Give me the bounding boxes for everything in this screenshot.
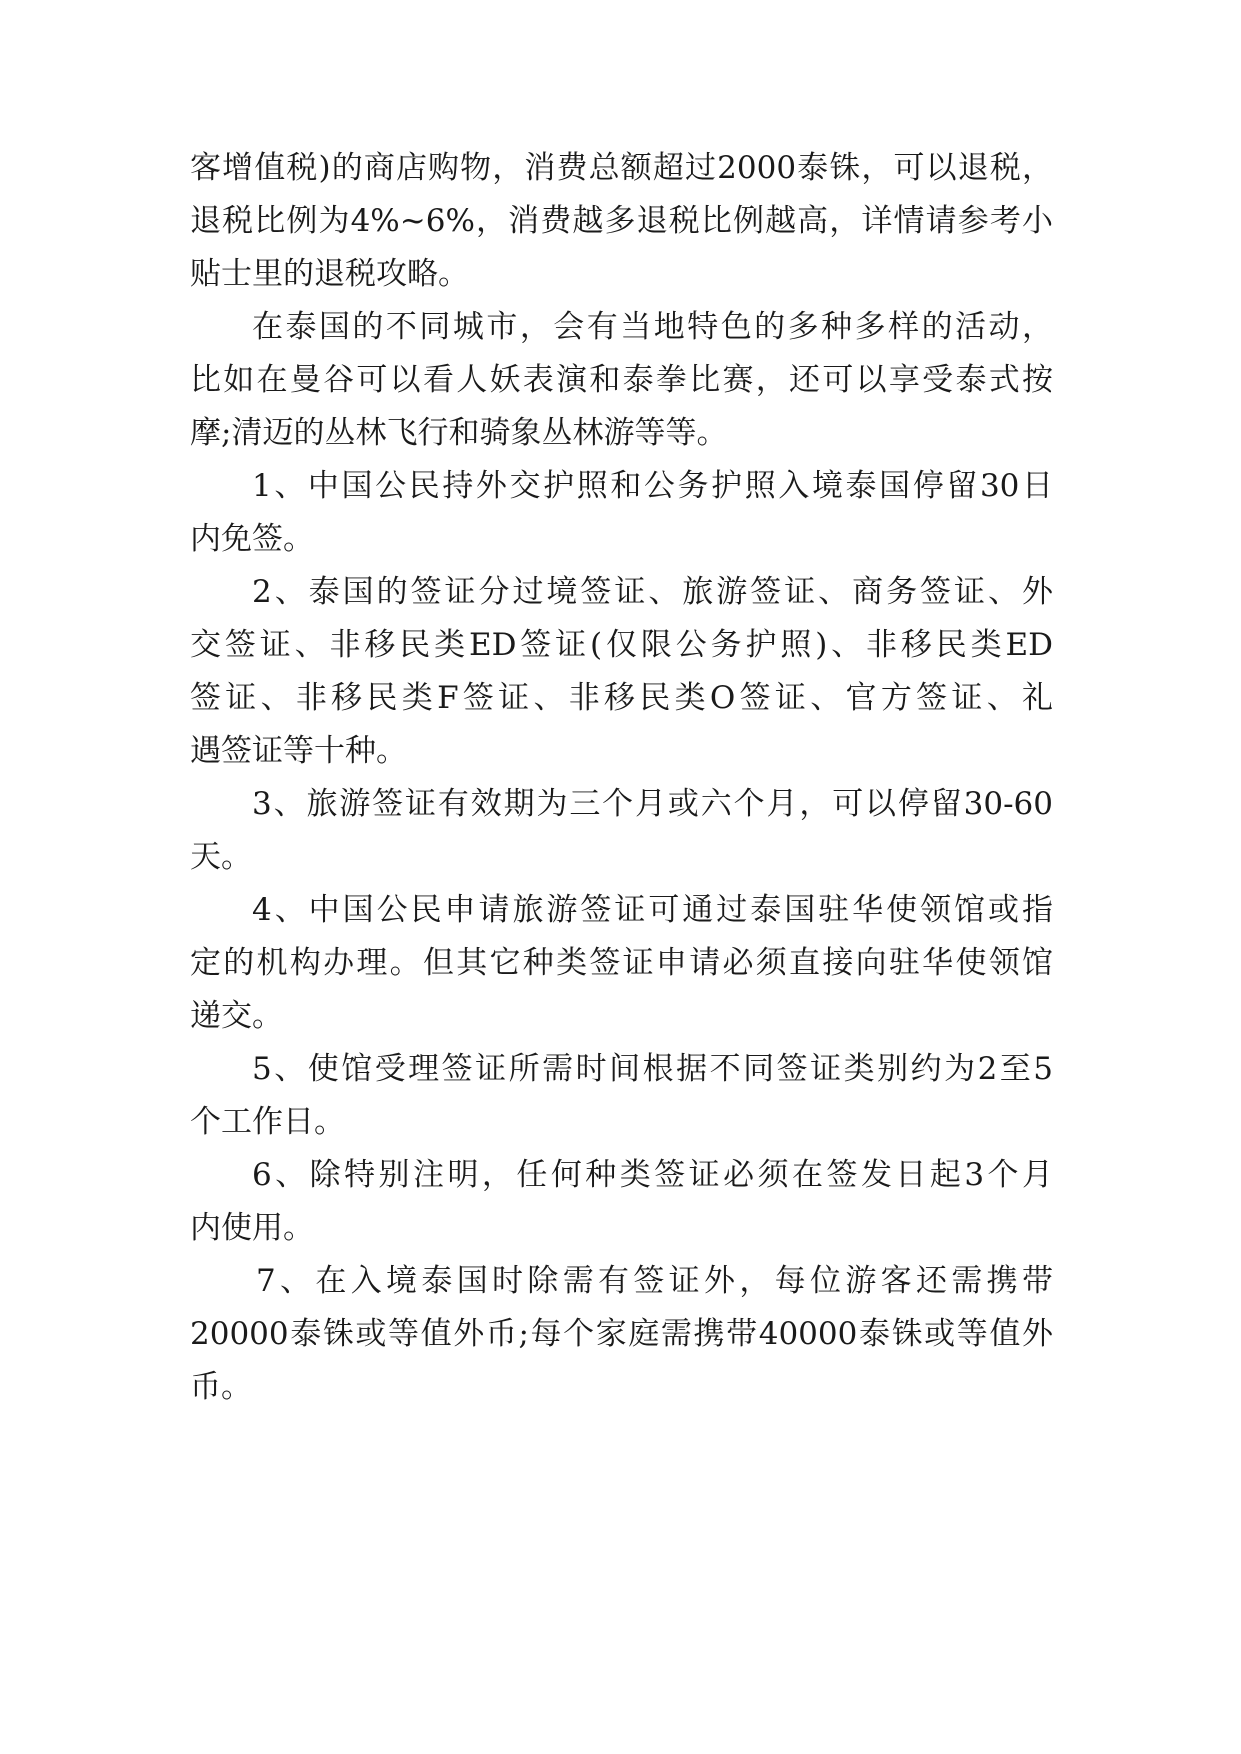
text-line: 5、使馆受理签证所需时间根据不同签证类别约为2至5 [252, 1051, 1053, 1087]
text-line: 内免签。 [190, 521, 314, 557]
text-line: 交签证、非移民类ED签证(仅限公务护照)、非移民类ED [190, 627, 1053, 663]
text-line: 币。 [190, 1369, 252, 1405]
text-line: 个工作日。 [190, 1104, 345, 1140]
text-line: 递交。 [190, 998, 283, 1034]
text-line: 签证、非移民类F签证、非移民类O签证、官方签证、礼 [190, 680, 1053, 716]
text-line: 内使用。 [190, 1210, 314, 1246]
text-line: 摩;清迈的丛林飞行和骑象丛林游等等。 [190, 415, 728, 451]
text-line: 客增值税)的商店购物，消费总额超过2000泰铢，可以退税， [190, 150, 1053, 186]
text-line: 7、在入境泰国时除需有签证外，每位游客还需携带 [256, 1263, 1053, 1299]
text-line: 在泰国的不同城市，会有当地特色的多种多样的活动， [252, 309, 1053, 345]
text-line: 定的机构办理。但其它种类签证申请必须直接向驻华使领馆 [190, 945, 1053, 981]
text-line: 贴士里的退税攻略。 [190, 256, 469, 292]
text-line: 3、旅游签证有效期为三个月或六个月，可以停留30-60 [252, 786, 1053, 822]
text-line: 2、泰国的签证分过境签证、旅游签证、商务签证、外 [252, 574, 1053, 610]
text-line: 遇签证等十种。 [190, 733, 407, 769]
text-line: 1、中国公民持外交护照和公务护照入境泰国停留30日 [252, 468, 1053, 504]
text-line: 退税比例为4%~6%，消费越多退税比例越高，详情请参考小 [190, 203, 1053, 239]
text-line: 6、除特别注明，任何种类签证必须在签发日起3个月 [252, 1157, 1053, 1193]
text-line: 天。 [190, 839, 252, 875]
text-line: 20000泰铢或等值外币;每个家庭需携带40000泰铢或等值外 [190, 1316, 1053, 1352]
text-line: 4、中国公民申请旅游签证可通过泰国驻华使领馆或指 [252, 892, 1053, 928]
text-line: 比如在曼谷可以看人妖表演和泰拳比赛，还可以享受泰式按 [190, 362, 1053, 398]
